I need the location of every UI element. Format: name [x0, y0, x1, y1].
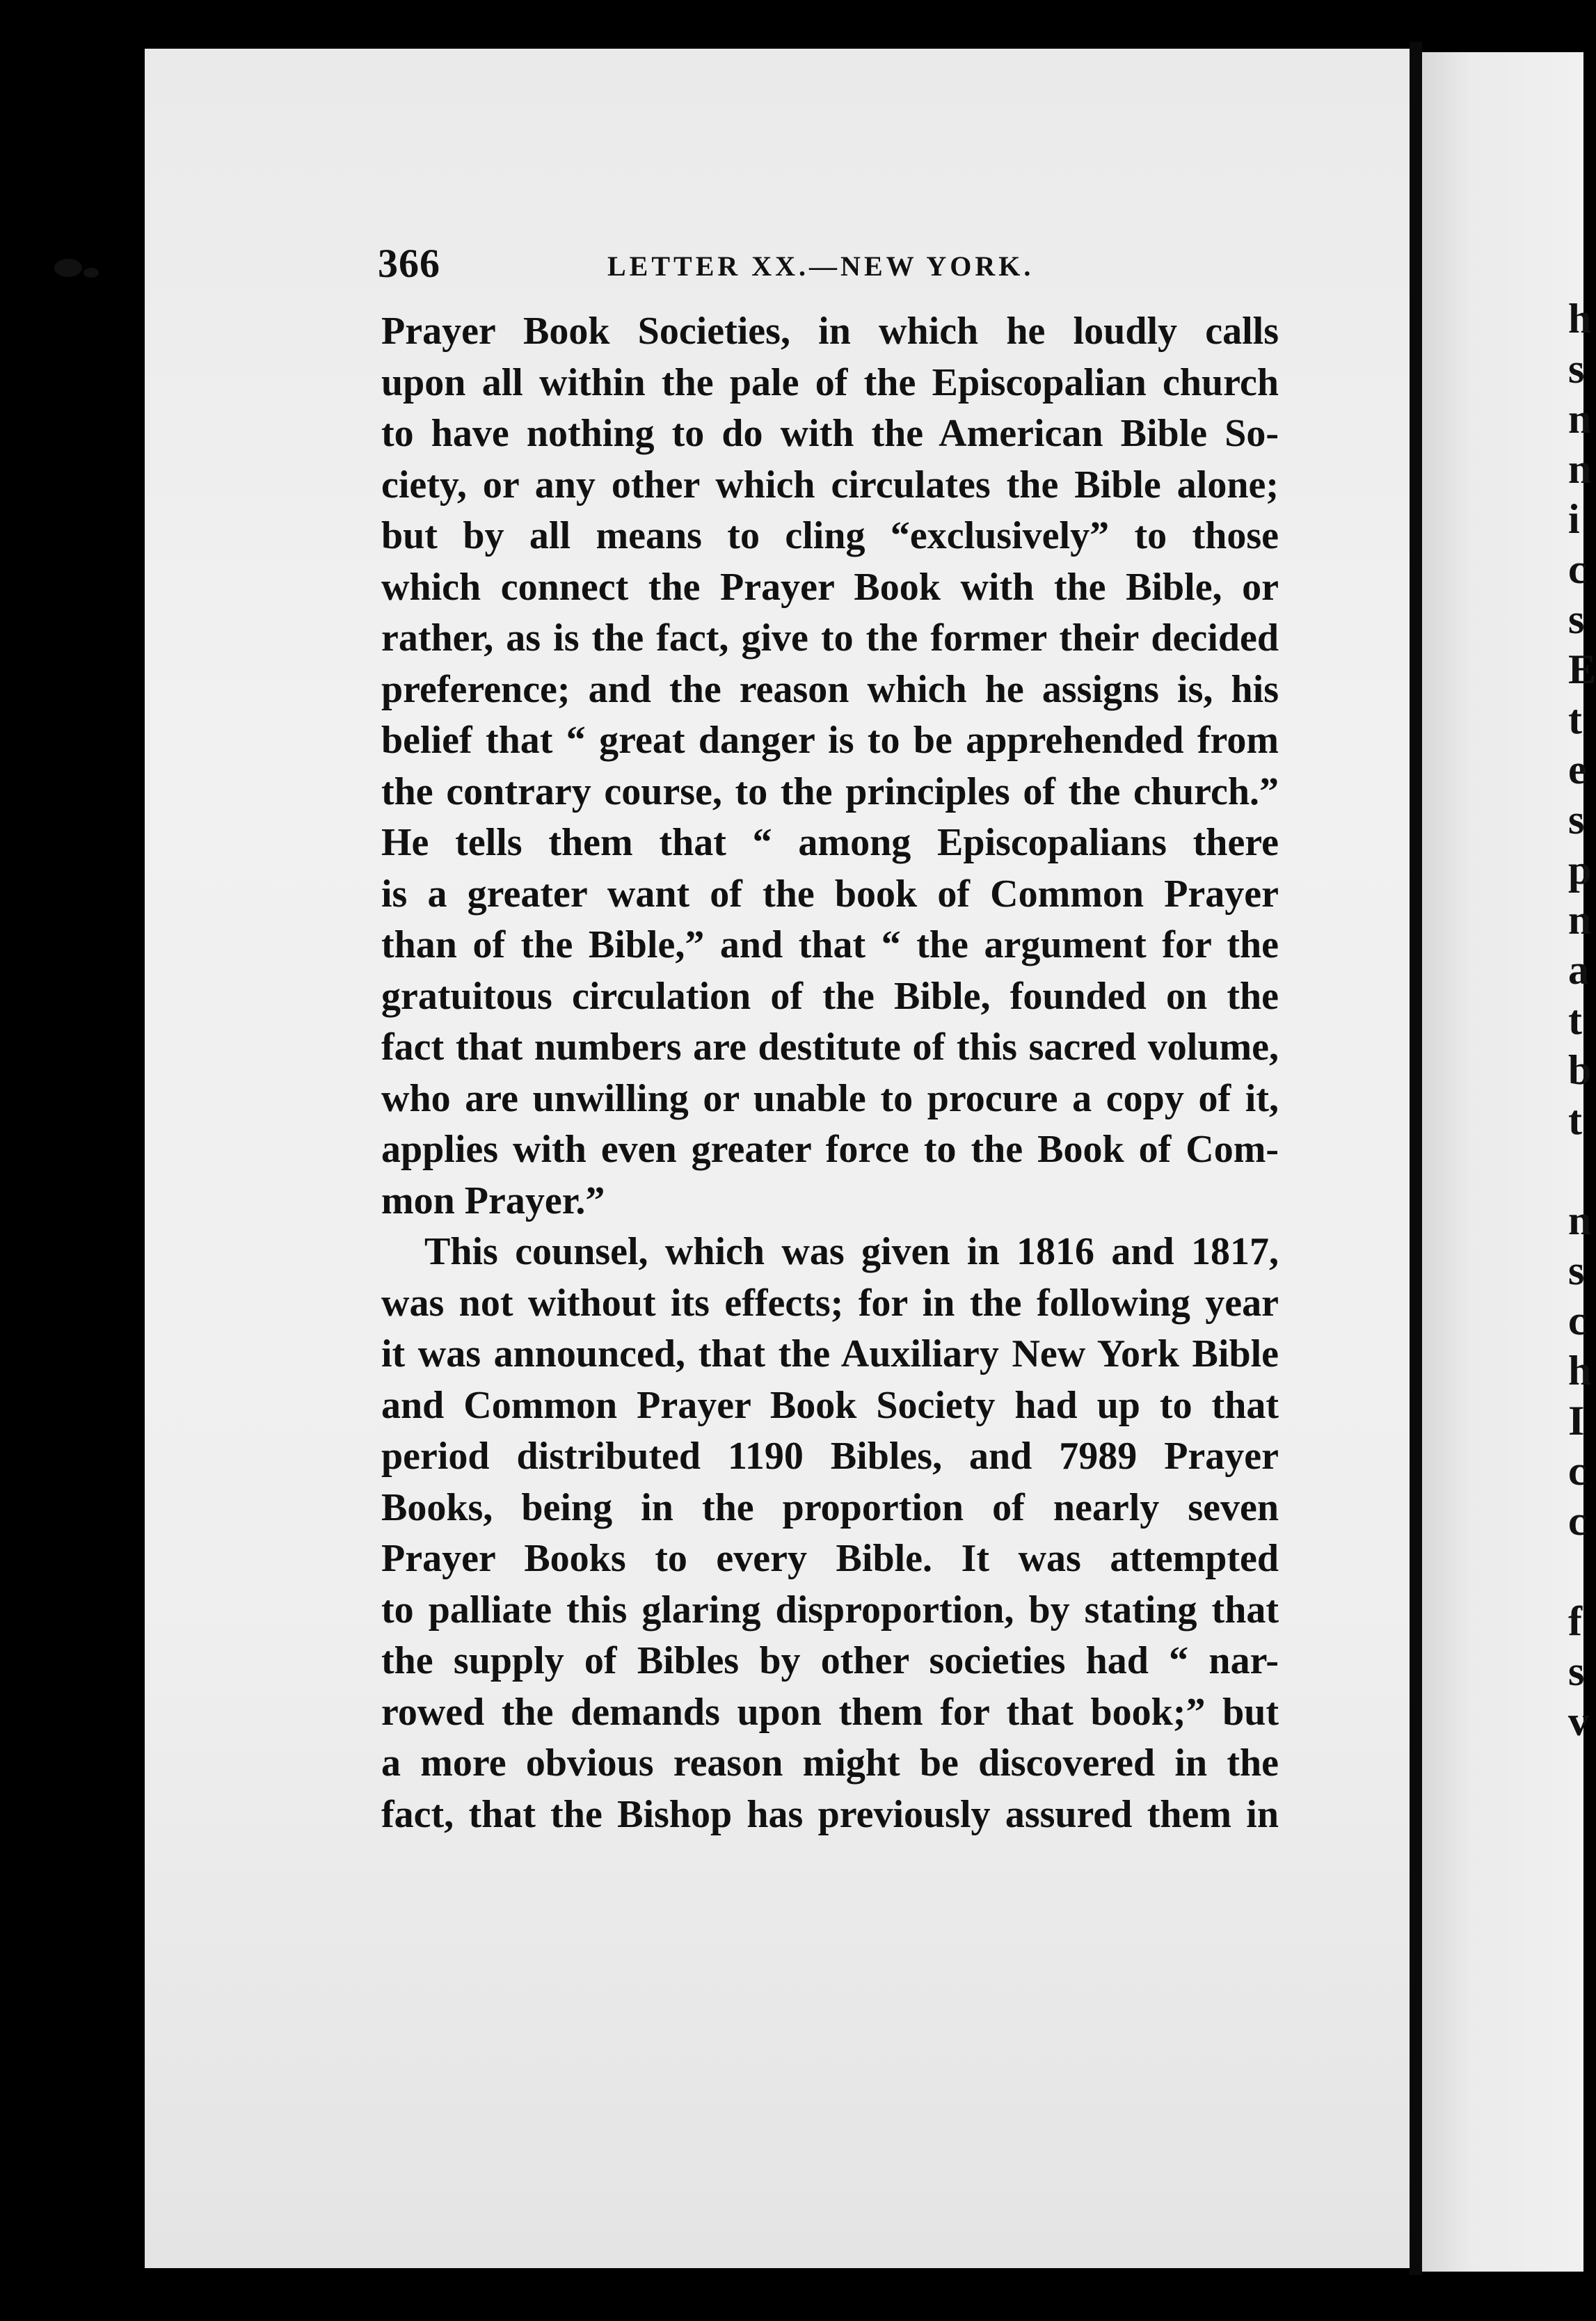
text-line: to palliate this glaring disproportion, by stating that: [381, 1588, 1279, 1632]
text-line: gratuitous circulation of the Bible, founded on the: [381, 974, 1279, 1018]
adjacent-page-edge: [1422, 52, 1596, 2272]
text-line: ciety, or any other which circulates the Bible alone;: [381, 463, 1279, 507]
text-line: to have nothing to do with the American Bible So-: [381, 412, 1279, 455]
body-text: [381, 306, 1279, 1840]
adjacent-page-letter: a: [1568, 947, 1589, 993]
text-line: period distributed 1190 Bibles, and 7989 Prayer: [381, 1435, 1279, 1478]
adjacent-page-letter: h: [1568, 296, 1592, 342]
text-line: who are unwilling or unable to procure a copy of it,: [381, 1076, 1279, 1120]
text-line: but by all means to cling “exclusively” to those: [381, 514, 1279, 557]
text-line: the supply of Bibles by other societies had “ nar-: [381, 1639, 1279, 1682]
text-line: He tells them that “ among Episcopalians there: [381, 821, 1279, 864]
text-line: rowed the demands upon them for that book;” but: [381, 1690, 1279, 1734]
scan-blemish: [83, 268, 99, 278]
adjacent-page-letter: t: [1568, 997, 1582, 1043]
adjacent-page-letter: n: [1568, 897, 1592, 943]
text-line: a more obvious reason might be discovered in the: [381, 1741, 1279, 1785]
adjacent-page-letter: t: [1568, 1097, 1582, 1143]
text-line: the contrary course, to the principles of the church.”: [381, 769, 1279, 813]
text-line: This counsel, which was given in 1816 and 1817,: [424, 1230, 1279, 1273]
text-line: mon Prayer.”: [381, 1179, 605, 1222]
text-line: Prayer Books to every Bible. It was attempted: [381, 1537, 1279, 1580]
text-line: and Common Prayer Book Society had up to that: [381, 1383, 1279, 1427]
adjacent-page-letter: I: [1568, 1398, 1585, 1444]
adjacent-page-letter: s: [1568, 596, 1585, 642]
page-header: [378, 240, 1282, 296]
text-line: was not without its effects; for in the following year: [381, 1281, 1279, 1325]
text-line: fact that numbers are destitute of this sacred volume,: [381, 1026, 1279, 1069]
text-line: applies with even greater force to the Book of Com-: [381, 1128, 1279, 1171]
scan-blemish: [54, 259, 82, 277]
page-number: 366: [378, 241, 440, 286]
book-gutter: [1410, 42, 1422, 2275]
adjacent-page-letter: b: [1568, 1047, 1592, 1093]
adjacent-page-letter: n: [1568, 396, 1592, 442]
adjacent-page-letter: c: [1568, 1448, 1587, 1494]
adjacent-page-letter: E: [1568, 646, 1596, 692]
text-line: Books, being in the proportion of nearly seven: [381, 1485, 1279, 1529]
adjacent-page-letter: n: [1568, 446, 1592, 492]
adjacent-page-letter: h: [1568, 1348, 1592, 1394]
text-line: fact, that the Bishop has previously assured them in: [381, 1792, 1279, 1836]
text-line: rather, as is the fact, give to the former their decided: [381, 616, 1279, 660]
text-line: than of the Bible,” and that “ the argument for the: [381, 923, 1279, 966]
adjacent-page-letter: n: [1568, 1197, 1592, 1243]
text-line: it was announced, that the Auxiliary New York Bible: [381, 1332, 1279, 1375]
adjacent-page-letter: s: [1568, 797, 1585, 843]
text-line: upon all within the pale of the Episcopalian church: [381, 360, 1279, 404]
text-line: which connect the Prayer Book with the Bible, or: [381, 565, 1279, 609]
adjacent-page-letter: p: [1568, 847, 1592, 893]
adjacent-page-letter: s: [1568, 1247, 1585, 1293]
running-head: LETTER XX.—NEW YORK.: [607, 250, 1035, 282]
adjacent-page-letter: e: [1568, 747, 1587, 792]
adjacent-page-letter: t: [1568, 696, 1582, 742]
adjacent-page-letter: s: [1568, 346, 1585, 392]
text-line: belief that “ great danger is to be apprehended from: [381, 719, 1279, 762]
text-line: preference; and the reason which he assigns is, his: [381, 667, 1279, 711]
adjacent-page-letter: v: [1568, 1698, 1589, 1744]
adjacent-page-letter: c: [1568, 546, 1587, 592]
adjacent-page-letter: f: [1568, 1598, 1582, 1644]
text-line: Prayer Book Societies, in which he loudly calls: [381, 310, 1279, 353]
adjacent-page-letter: i: [1568, 496, 1580, 542]
adjacent-page-letter: s: [1568, 1648, 1585, 1694]
text-line: is a greater want of the book of Common Prayer: [381, 872, 1279, 916]
adjacent-page-letter: c: [1568, 1298, 1587, 1343]
adjacent-page-letter: c: [1568, 1498, 1587, 1544]
